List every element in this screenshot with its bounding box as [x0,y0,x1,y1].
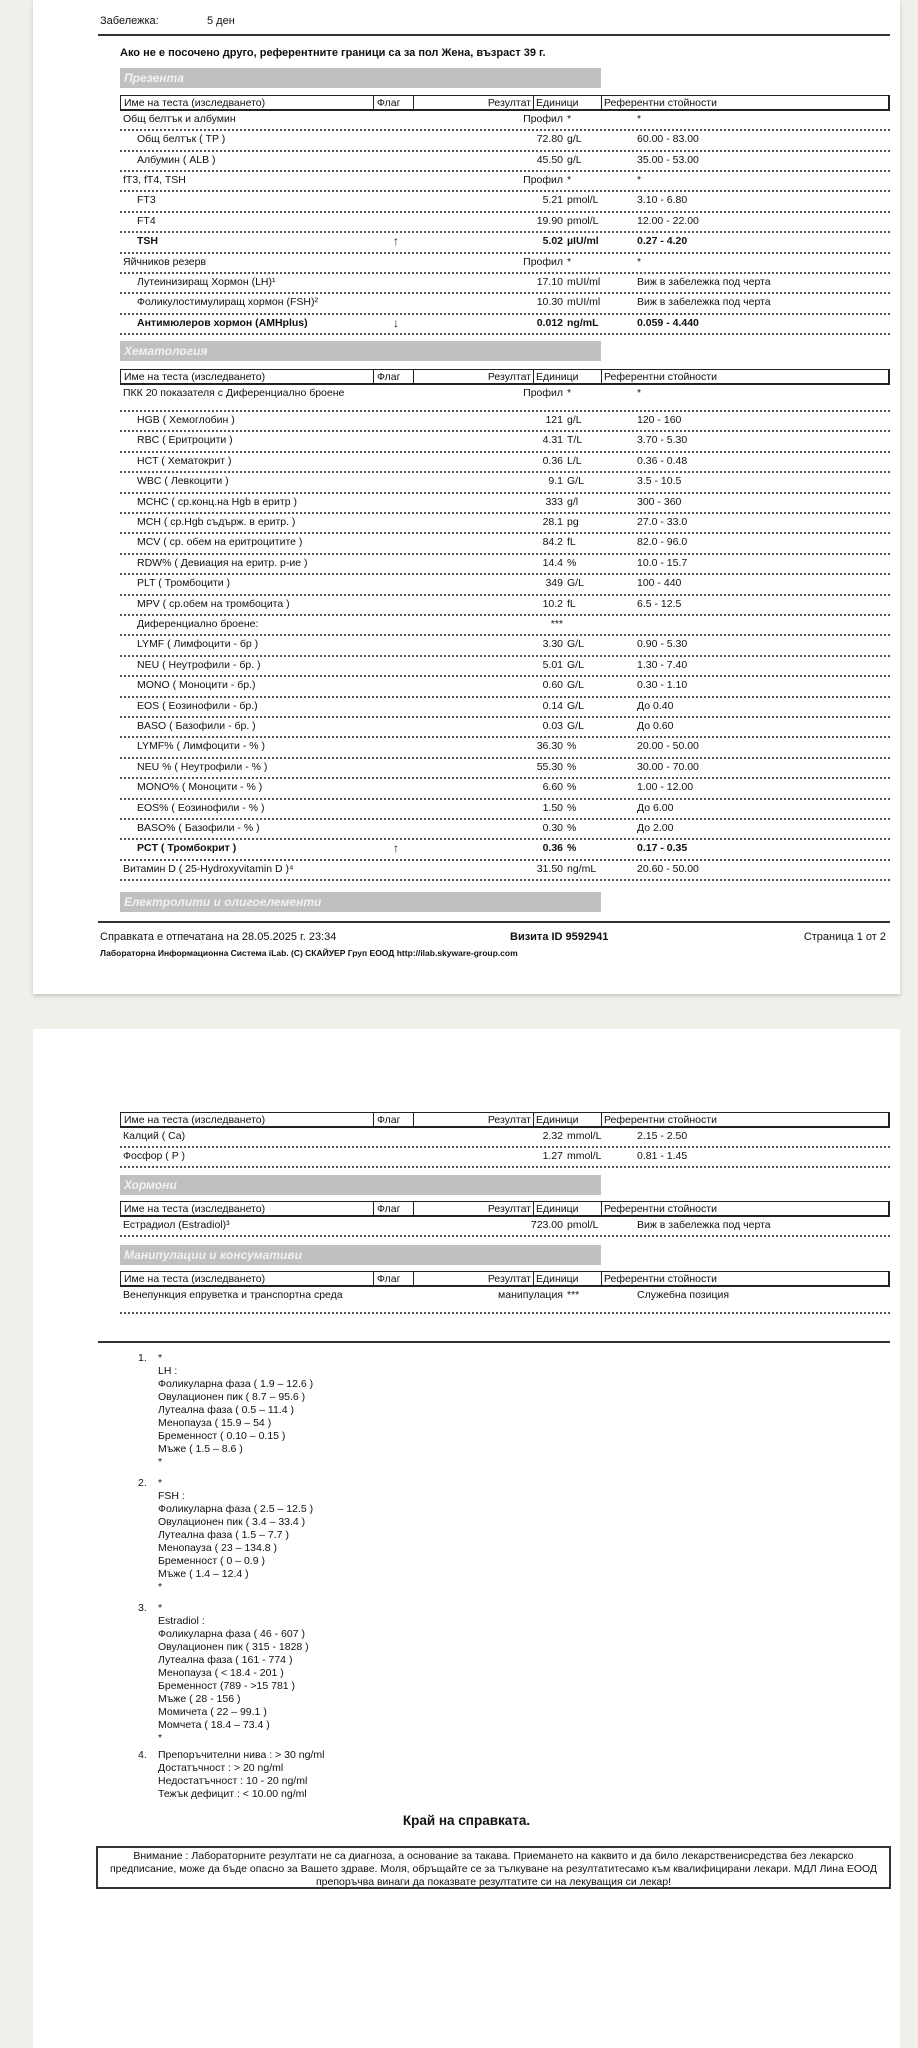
col-header-result: Резултат [413,1113,533,1126]
footnote-line: Мъже ( 1.5 – 8.6 ) [158,1443,243,1455]
test-result: 0.30 [542,822,563,834]
test-name: PLT ( Тромбоцити ) [137,577,231,590]
test-name: Диференциално броене: [137,618,259,630]
footnote-line: * [158,1352,163,1364]
disclaimer-box: Внимание : Лабораторните резултати не са диагноза, а основание за такава. Приемането на каквито и да било лекарственисредства без лекарско предписание, може да бъде опасно за Вашето здраве. Моля, обръщайте се за тълкуване на резултатитесамо към квалифицирани лекари. МДЛ Лина ЕООД препоръчва винаги да показвате резултатите си на лекуващия си лекар! [96,1846,891,1889]
footnote-line: Бременност ( 0 – 0.9 ) [158,1555,265,1567]
col-header-units: Единици [533,1113,601,1126]
footnote-line: Менопауза ( < 18.4 - 201 ) [158,1667,284,1679]
table-row [120,1148,890,1168]
test-name: FT3 [137,194,156,206]
col-header-flag: Флаг [373,96,413,109]
test-name: Общ белтък и албумин [123,113,236,125]
test-name: Венепункция епруветка и транспортна среда [123,1289,343,1301]
col-header-result: Резултат [413,370,533,383]
test-result: 1.27 [542,1150,563,1162]
test-name: EOS ( Еозинофили - бр.) [137,699,258,712]
test-unit: % [567,842,577,855]
test-name: RDW% ( Девиация на еритр. р-ие ) [137,556,308,569]
test-result: 5.21 [542,194,563,206]
table-row [120,432,890,452]
col-header-name: Име на теста (изследването) [124,1203,266,1215]
test-reference: 30.00 - 70.00 [637,760,699,773]
table-header [120,1112,890,1128]
table-header [120,95,890,111]
table-row [120,555,890,575]
table-row [120,131,890,152]
table-row [120,820,890,840]
test-unit: pmol/L [567,214,599,227]
test-name: fT3, fT4, TSH [123,174,186,186]
test-reference: До 2.00 [637,822,674,834]
test-name: HGB ( Хемоглобин ) [137,414,235,426]
test-name: FT4 [137,214,156,227]
test-reference: 2.15 - 2.50 [637,1130,688,1142]
test-reference: 3.70 - 5.30 [637,434,688,447]
test-unit: G/L [567,679,584,692]
test-result: 55.30 [536,760,563,773]
test-name: MPV ( ср.обем на тромбоцита ) [137,597,290,610]
test-result: 0.60 [542,679,563,692]
test-unit: g/L [567,133,582,145]
test-name: Албумин ( ALB ) [137,153,216,166]
test-unit: mUI/ml [567,275,601,288]
system-credit: Лабораторна Информационна Система iLab. (C) СКАЙУЕР Груп ЕООД http://ilab.skyware-group.com [100,948,518,958]
table-row [120,473,890,493]
test-name: Общ белтък ( TP ) [137,133,226,145]
test-name: LYMF% ( Лимфоцити - % ) [137,740,265,753]
table-row [120,636,890,656]
visit-id: Визита ID 9592941 [510,931,609,943]
table-row [120,1128,890,1148]
test-name: TSH [137,235,158,247]
test-reference: 20.00 - 50.00 [637,740,699,753]
table-row [120,738,890,758]
test-unit: fL [567,597,576,610]
test-unit: % [567,556,577,569]
table-row [120,412,890,432]
test-result: манипулация [498,1289,563,1301]
table-header [120,1271,890,1287]
note-value: 5 ден [207,15,235,27]
table-row [120,514,890,534]
test-unit: * [567,174,572,186]
test-unit: g/l [567,495,579,508]
test-name: Лутеинизиращ Хормон (LH)¹ [137,275,276,288]
table-row [120,192,890,213]
test-result: 0.012 [536,316,563,329]
footnote-line: Препоръчителни нива : > 30 ng/ml [158,1749,325,1761]
footnote-line: * [158,1477,163,1489]
test-reference: До 0.60 [637,720,674,732]
test-result: 333 [545,495,563,508]
col-header-name: Име на теста (изследването) [124,97,266,109]
test-result: 19.90 [536,214,563,227]
table-row [120,616,890,636]
section-title-hematology: Хематология [120,341,601,361]
test-unit: G/L [567,475,584,488]
footnote-line: * [158,1732,163,1744]
test-name: Витамин D ( 25-Hydroxyvitamin D )⁴ [123,862,294,875]
footnote-line: Момичета ( 22 – 99.1 ) [158,1706,267,1718]
footnote-line: Момчета ( 18.4 – 73.4 ) [158,1719,270,1731]
col-header-name: Име на теста (изследването) [124,1273,266,1285]
test-result: 84.2 [542,536,563,549]
footnote-line: LH : [158,1365,178,1377]
test-reference: 3.10 - 6.80 [637,194,688,206]
footnote-line: Достатъчност : > 20 ng/ml [158,1762,284,1774]
test-name: WBC ( Левкоцити ) [137,475,229,488]
table-row [120,274,890,295]
table-row [120,698,890,718]
footnote-line: Бременност ( 0.10 – 0.15 ) [158,1430,286,1442]
test-unit: % [567,801,577,814]
test-reference: 0.36 - 0.48 [637,454,688,467]
table-row [120,677,890,697]
footnote-number: 2. [138,1477,147,1489]
test-result: 28.1 [542,516,563,528]
report-page-2 [33,1029,900,2048]
test-result: 723.00 [530,1219,563,1231]
test-name: Естрадиол (Estradiol)³ [123,1219,230,1231]
test-reference: До 0.40 [637,699,674,712]
test-reference: 0.27 - 4.20 [637,235,688,247]
test-unit: L/L [567,454,582,467]
footnote-number: 3. [138,1602,147,1614]
col-header-flag: Флаг [373,1202,413,1215]
table-row [120,534,890,554]
test-reference: 20.60 - 50.00 [637,862,699,875]
test-result: *** [550,618,563,630]
test-name: ПКК 20 показателя с Диференциално броене [123,387,345,399]
test-result: 5.01 [542,658,563,671]
test-reference: 300 - 360 [637,495,682,508]
section-title-manipulations: Манипулации и консумативи [120,1245,601,1265]
test-unit: pmol/L [567,194,599,206]
test-unit: * [567,387,572,399]
test-name: Калций ( Ca) [123,1130,186,1142]
footnote-line: * [158,1581,163,1593]
test-result: 14.4 [542,556,563,569]
test-unit: pmol/L [567,1219,599,1231]
test-unit: mmol/L [567,1150,602,1162]
page-number: Страница 1 от 2 [803,931,886,943]
test-name: Яйчников резерв [123,255,207,268]
table-row [120,1217,890,1237]
col-header-reference: Референтни стойности [601,370,717,383]
col-header-name: Име на теста (изследването) [124,371,266,383]
report-page-1 [33,0,900,994]
footnote-line: Лутеална фаза ( 161 - 774 ) [158,1654,293,1666]
test-name: NEU % ( Неутрофили - % ) [137,760,268,773]
footnote-number: 4. [138,1749,147,1761]
table-row [120,233,890,254]
test-name: MCH ( ср.Hgb съдърж. в еритр. ) [137,516,296,528]
section-title-presenta: Презента [120,68,601,88]
test-reference: 60.00 - 83.00 [637,133,699,145]
footnote-line: Лутеална фаза ( 1.5 – 7.7 ) [158,1529,289,1541]
footnote-line: Мъже ( 1.4 – 12.4 ) [158,1568,249,1580]
test-unit: *** [567,1289,580,1301]
test-unit: mUI/ml [567,296,601,308]
footnote-line: Недостатъчност : 10 - 20 ng/ml [158,1775,308,1787]
test-reference: Виж в забележка под черта [637,296,771,308]
table-row [120,840,890,860]
table-row [120,453,890,473]
test-name: NEU ( Неутрофили - бр. ) [137,658,261,671]
test-reference: 82.0 - 96.0 [637,536,688,549]
test-result: Профил [523,113,563,125]
col-header-units: Единици [533,96,601,109]
test-result: 45.50 [536,153,563,166]
table-row [120,657,890,677]
table-row [120,596,890,616]
reference-note: Ако не е посочено друго, референтните граници са за пол Жена, възраст 39 г. [120,47,546,59]
footnote-number: 1. [138,1352,147,1364]
test-reference: 1.30 - 7.40 [637,658,688,671]
test-result: 2.32 [542,1130,563,1142]
test-result: 9.1 [548,475,563,488]
test-name: PCT ( Тромбокрит ) [137,842,237,855]
footnote-line: Менопауза ( 15.9 – 54 ) [158,1417,272,1429]
col-header-flag: Флаг [373,1272,413,1285]
divider [98,1341,890,1343]
test-reference: * [637,387,642,399]
test-reference: 0.059 - 4.440 [637,316,699,329]
test-result: 17.10 [536,275,563,288]
end-of-report-title: Край на справката. [402,1813,531,1828]
table-row [120,213,890,234]
test-unit: * [567,255,572,268]
table-row [120,575,890,595]
test-unit: T/L [567,434,583,447]
test-result: 72.80 [536,133,563,145]
test-reference: 0.81 - 1.45 [637,1150,688,1162]
test-name: Фоликулостимулиращ хормон (FSH)² [137,296,318,308]
test-result: 36.30 [536,740,563,753]
test-name: BASO% ( Базофили - % ) [137,822,260,834]
test-name: Антимюлеров хормон (AMHplus) [137,316,308,329]
col-header-flag: Флаг [373,370,413,383]
footnote-line: Овулационен пик ( 8.7 – 95.6 ) [158,1391,306,1403]
test-result: 0.36 [542,454,563,467]
test-result: 0.14 [542,699,563,712]
printed-timestamp: Справката е отпечатана на 28.05.2025 г. 23:34 [100,931,337,943]
test-name: LYMF ( Лимфоцити - бр ) [137,638,259,651]
footnote-line: Овулационен пик ( 3.4 – 33.4 ) [158,1516,306,1528]
table-header [120,1201,890,1217]
arrow-down-icon: ↓ [393,315,399,330]
section-title-hormones: Хормони [120,1175,601,1195]
col-header-reference: Референтни стойности [601,1113,717,1126]
test-unit: G/L [567,699,584,712]
col-header-units: Единици [533,370,601,383]
test-reference: Виж в забележка под черта [637,275,771,288]
test-reference: 0.30 - 1.10 [637,679,688,692]
col-header-result: Резултат [413,1202,533,1215]
footnote-line: Менопауза ( 23 – 134.8 ) [158,1542,278,1554]
footnote-line: Бременност (789 - >15 781 ) [158,1680,296,1692]
test-unit: * [567,113,572,125]
test-result: 3.30 [542,638,563,651]
test-unit: fL [567,536,576,549]
note-label: Забележка: [100,15,159,27]
test-name: BASO ( Базофили - бр. ) [137,720,256,732]
col-header-result: Резултат [413,96,533,109]
col-header-result: Резултат [413,1272,533,1285]
table-row [120,718,890,738]
test-name: MCV ( ср. обем на еритроцитите ) [137,536,303,549]
test-reference: * [637,113,642,125]
table-row [120,315,890,336]
test-name: MONO% ( Моноцити - % ) [137,781,263,794]
section-title-electrolytes: Електролити и олигоелементи [120,892,601,912]
footnote-line: Estradiol : [158,1615,205,1627]
arrow-up-icon: ↑ [393,234,399,248]
test-unit: G/L [567,658,584,671]
test-unit: % [567,822,577,834]
test-unit: % [567,760,577,773]
test-result: 0.36 [542,842,563,855]
test-name: Фосфор ( P ) [123,1150,185,1162]
table-row [120,800,890,820]
test-reference: * [637,255,642,268]
test-result: 0.03 [542,720,563,732]
test-unit: % [567,740,577,753]
test-result: Профил [523,174,563,186]
test-unit: G/L [567,638,584,651]
test-name: EOS% ( Еозинофили - % ) [137,801,265,814]
col-header-name: Име на теста (изследването) [124,1114,266,1126]
table-row [120,861,890,881]
test-reference: 1.00 - 12.00 [637,781,694,794]
arrow-up-icon: ↑ [393,841,399,856]
table-row [120,294,890,315]
test-unit: g/L [567,153,582,166]
test-result: 121 [545,414,563,426]
table-header [120,369,890,385]
test-name: HCT ( Хематокрит ) [137,454,232,467]
test-reference: 3.5 - 10.5 [637,475,682,488]
table-row [120,759,890,779]
test-reference: 0.17 - 0.35 [637,842,688,855]
footnote-line: Мъже ( 28 - 156 ) [158,1693,241,1705]
footnote-line: Тежък дефицит : < 10.00 ng/ml [158,1788,307,1800]
test-reference: 35.00 - 53.00 [637,153,699,166]
test-reference: 27.0 - 33.0 [637,516,688,528]
footnote-line: Овулационен пик ( 315 - 1828 ) [158,1641,309,1653]
test-name: MCHC ( ср.конц.на Hgb в еритр ) [137,495,297,508]
col-header-units: Единици [533,1202,601,1215]
test-result: 10.2 [542,597,563,610]
table-row [120,254,890,274]
test-reference: До 6.00 [637,801,674,814]
test-reference: 120 - 160 [637,414,682,426]
footnote-line: * [158,1456,163,1468]
footnote-line: Фоликуларна фаза ( 1.9 – 12.6 ) [158,1378,314,1390]
table-row [120,1287,890,1314]
test-unit: G/L [567,577,584,590]
table-row [120,779,890,799]
test-reference: * [637,174,642,186]
footnote-line: Фоликуларна фаза ( 46 - 607 ) [158,1628,305,1640]
col-header-reference: Референтни стойности [601,1272,717,1285]
test-result: 6.60 [542,781,563,794]
test-result: 4.31 [542,434,563,447]
col-header-flag: Флаг [373,1113,413,1126]
test-unit: ng/mL [567,316,599,329]
test-result: 31.50 [536,862,563,875]
divider [98,34,890,36]
footnote-line: FSH : [158,1490,185,1502]
col-header-reference: Референтни стойности [601,96,717,109]
footnote-line: * [158,1602,163,1614]
divider [98,921,890,923]
test-reference: Виж в забележка под черта [637,1219,771,1231]
table-row [120,385,890,412]
table-row [120,172,890,192]
test-unit: % [567,781,577,794]
test-unit: ng/mL [567,862,597,875]
test-reference: 6.5 - 12.5 [637,597,682,610]
col-header-reference: Референтни стойности [601,1202,717,1215]
test-reference: 0.90 - 5.30 [637,638,688,651]
table-row [120,494,890,514]
footnote-line: Фоликуларна фаза ( 2.5 – 12.5 ) [158,1503,314,1515]
test-unit: µIU/ml [567,235,599,247]
test-reference: Служебна позиция [637,1289,730,1301]
test-result: Профил [523,387,563,399]
test-result: Профил [523,255,563,268]
test-unit: mmol/L [567,1130,602,1142]
test-reference: 10.0 - 15.7 [637,556,688,569]
footnote-line: Лутеална фаза ( 0.5 – 11.4 ) [158,1404,294,1416]
col-header-units: Единици [533,1272,601,1285]
test-unit: G/L [567,720,584,732]
test-result: 10.30 [536,296,563,308]
test-name: RBC ( Еритроцити ) [137,434,233,447]
test-result: 5.02 [542,235,563,247]
test-reference: 100 - 440 [637,577,682,590]
test-result: 349 [545,577,563,590]
table-row [120,111,890,131]
table-row [120,152,890,173]
test-name: MONO ( Моноцити - бр.) [137,679,256,692]
test-result: 1.50 [542,801,563,814]
test-reference: 12.00 - 22.00 [637,214,699,227]
test-unit: g/L [567,414,582,426]
test-unit: pg [567,516,579,528]
